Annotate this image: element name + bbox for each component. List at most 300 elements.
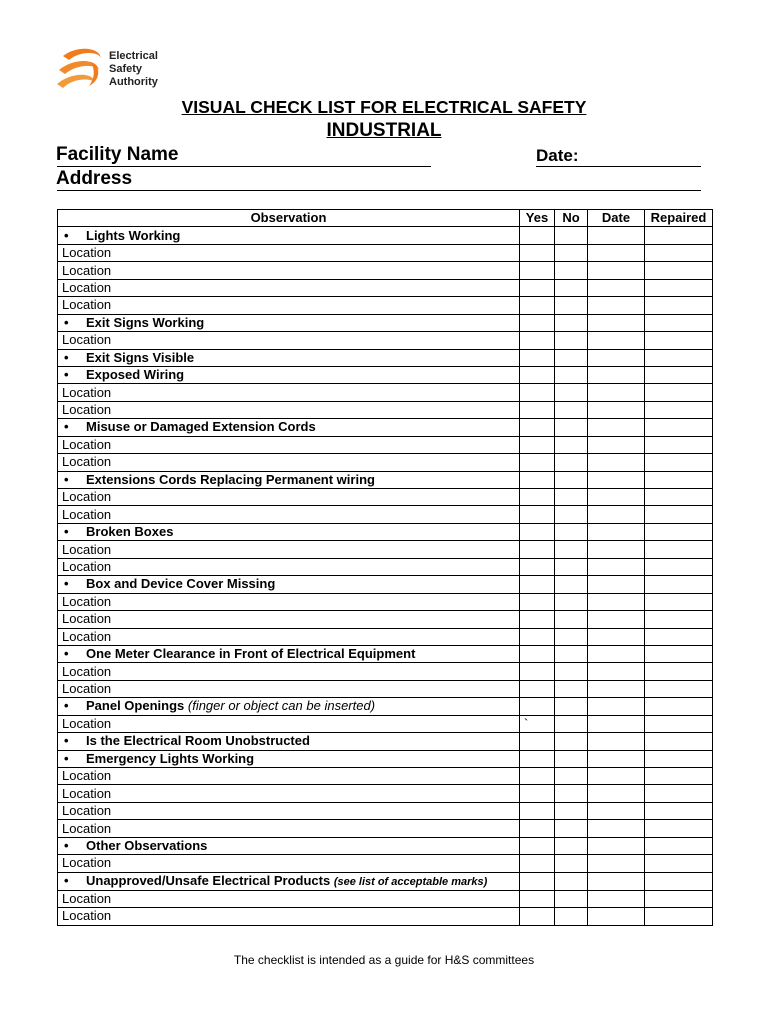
observation-heading: [58, 698, 520, 715]
row-text: Broken Boxes: [86, 524, 174, 540]
checklist-heading-row: [58, 523, 713, 540]
date-cell[interactable]: [588, 698, 645, 715]
no-cell[interactable]: [555, 680, 588, 697]
date-cell[interactable]: [588, 785, 645, 802]
row-text: Location: [62, 855, 112, 871]
yes-cell[interactable]: [520, 576, 555, 593]
repaired-cell[interactable]: [645, 471, 713, 488]
location-cell[interactable]: [58, 593, 520, 610]
yes-cell[interactable]: [520, 436, 555, 453]
location-cell[interactable]: [58, 384, 520, 401]
checklist-heading-row: [58, 645, 713, 662]
no-cell[interactable]: [555, 401, 588, 418]
location-cell[interactable]: [58, 558, 520, 575]
repaired-cell[interactable]: [645, 837, 713, 854]
yes-cell[interactable]: [520, 471, 555, 488]
table-row: [58, 802, 713, 819]
repaired-cell[interactable]: [645, 680, 713, 697]
repaired-cell[interactable]: [645, 419, 713, 436]
no-cell[interactable]: [555, 506, 588, 523]
date-cell[interactable]: [588, 262, 645, 279]
no-cell[interactable]: [555, 820, 588, 837]
row-text: Location: [62, 489, 112, 505]
repaired-cell[interactable]: [645, 279, 713, 296]
yes-cell[interactable]: [520, 611, 555, 628]
date-cell[interactable]: [588, 314, 645, 331]
repaired-cell[interactable]: [645, 645, 713, 662]
no-cell[interactable]: [555, 663, 588, 680]
row-text: Location: [62, 908, 112, 924]
date-cell[interactable]: [588, 872, 645, 890]
repaired-cell[interactable]: [645, 750, 713, 767]
table-row: [58, 890, 713, 907]
checklist-heading-row: [58, 698, 713, 715]
no-cell[interactable]: [555, 332, 588, 349]
no-cell[interactable]: [555, 314, 588, 331]
yes-cell[interactable]: [520, 523, 555, 540]
no-cell[interactable]: [555, 384, 588, 401]
repaired-cell[interactable]: [645, 436, 713, 453]
bullet-icon: •: [64, 872, 69, 888]
date-cell[interactable]: [588, 227, 645, 244]
yes-cell[interactable]: [520, 820, 555, 837]
location-cell[interactable]: [58, 262, 520, 279]
checklist-heading-row: [58, 314, 713, 331]
date-cell[interactable]: [588, 244, 645, 261]
table-body: [58, 227, 713, 925]
row-text: Emergency Lights Working: [86, 750, 255, 766]
repaired-cell[interactable]: [645, 611, 713, 628]
bullet-icon: •: [64, 576, 69, 592]
repaired-cell[interactable]: [645, 855, 713, 872]
row-note: (see list of acceptable marks): [333, 875, 488, 888]
yes-cell[interactable]: [520, 244, 555, 261]
no-cell[interactable]: [555, 733, 588, 750]
date-cell[interactable]: [588, 297, 645, 314]
row-text: Exposed Wiring: [86, 367, 185, 383]
no-cell[interactable]: [555, 244, 588, 261]
repaired-cell[interactable]: [645, 663, 713, 680]
no-cell[interactable]: [555, 698, 588, 715]
bullet-icon: •: [64, 227, 69, 243]
date-cell[interactable]: [588, 279, 645, 296]
row-text: Location: [62, 402, 112, 418]
date-cell[interactable]: [588, 890, 645, 907]
location-cell[interactable]: [58, 401, 520, 418]
date-cell[interactable]: [588, 802, 645, 819]
no-cell[interactable]: [555, 768, 588, 785]
row-text: Exit Signs Working: [86, 314, 205, 330]
no-cell[interactable]: [555, 802, 588, 819]
no-cell[interactable]: [555, 628, 588, 645]
date-cell[interactable]: [588, 401, 645, 418]
no-cell[interactable]: [555, 297, 588, 314]
date-cell[interactable]: [588, 419, 645, 436]
checklist-heading-row: [58, 471, 713, 488]
repaired-cell[interactable]: [645, 715, 713, 732]
date-cell[interactable]: [588, 663, 645, 680]
row-text: Location: [62, 558, 112, 574]
table-row: [58, 297, 713, 314]
yes-cell[interactable]: [520, 384, 555, 401]
table-row: [58, 541, 713, 558]
checklist-heading-row: [58, 349, 713, 366]
repaired-cell[interactable]: [645, 297, 713, 314]
table-row: [58, 279, 713, 296]
facility-name-line[interactable]: [57, 166, 431, 167]
yes-cell[interactable]: [520, 262, 555, 279]
table-row: [58, 454, 713, 471]
yes-cell[interactable]: [520, 227, 555, 244]
yes-cell[interactable]: [520, 750, 555, 767]
location-cell[interactable]: [58, 680, 520, 697]
no-cell[interactable]: [555, 785, 588, 802]
address-line[interactable]: [57, 190, 701, 191]
observation-heading: [58, 419, 520, 436]
col-no: No: [555, 210, 588, 227]
yes-cell[interactable]: [520, 802, 555, 819]
document-title: VISUAL CHECK LIST FOR ELECTRICAL SAFETY: [181, 97, 587, 117]
col-date: Date: [588, 210, 645, 227]
observation-heading: [58, 471, 520, 488]
date-cell[interactable]: [588, 436, 645, 453]
yes-cell[interactable]: [520, 890, 555, 907]
bullet-icon: •: [64, 837, 69, 853]
checklist-table: [57, 209, 713, 926]
location-cell[interactable]: [58, 802, 520, 819]
date-cell[interactable]: [588, 349, 645, 366]
table-row: [58, 820, 713, 837]
table-row: [58, 558, 713, 575]
yes-cell[interactable]: [520, 401, 555, 418]
date-cell[interactable]: [588, 366, 645, 383]
location-cell[interactable]: [58, 297, 520, 314]
location-cell[interactable]: [58, 768, 520, 785]
yes-cell[interactable]: `: [520, 715, 555, 732]
row-text: Other Observations: [86, 837, 208, 853]
repaired-cell[interactable]: [645, 593, 713, 610]
date-cell[interactable]: [588, 558, 645, 575]
document-subtitle: INDUSTRIAL: [326, 120, 442, 141]
repaired-cell[interactable]: [645, 890, 713, 907]
row-text: Location: [62, 454, 112, 470]
yes-cell[interactable]: [520, 908, 555, 925]
yes-cell[interactable]: [520, 558, 555, 575]
yes-cell[interactable]: [520, 837, 555, 854]
esa-logo: [55, 44, 175, 100]
repaired-cell[interactable]: [645, 541, 713, 558]
row-text: Location: [62, 279, 112, 295]
table-row: [58, 489, 713, 506]
no-cell[interactable]: [555, 471, 588, 488]
repaired-cell[interactable]: [645, 401, 713, 418]
row-text: Box and Device Cover Missing: [86, 576, 276, 592]
location-cell[interactable]: [58, 506, 520, 523]
row-text: Location: [62, 506, 112, 522]
row-text: Location: [62, 820, 112, 836]
no-cell[interactable]: [555, 750, 588, 767]
repaired-cell[interactable]: [645, 698, 713, 715]
repaired-cell[interactable]: [645, 314, 713, 331]
yes-cell[interactable]: [520, 855, 555, 872]
no-cell[interactable]: [555, 436, 588, 453]
table-row: [58, 768, 713, 785]
bullet-icon: •: [64, 698, 69, 714]
location-cell[interactable]: [58, 908, 520, 925]
checklist-heading-row: [58, 576, 713, 593]
yes-cell[interactable]: [520, 785, 555, 802]
repaired-cell[interactable]: [645, 349, 713, 366]
row-text: Unapproved/Unsafe Electrical Products: [86, 872, 331, 888]
yes-cell[interactable]: [520, 663, 555, 680]
table-row: [58, 384, 713, 401]
location-cell[interactable]: [58, 279, 520, 296]
logo-line: Safety: [109, 63, 143, 75]
location-cell[interactable]: [58, 611, 520, 628]
row-text: Location: [62, 332, 112, 348]
location-cell[interactable]: [58, 332, 520, 349]
observation-heading: [58, 366, 520, 383]
location-cell[interactable]: [58, 436, 520, 453]
repaired-cell[interactable]: [645, 366, 713, 383]
no-cell[interactable]: [555, 279, 588, 296]
yes-cell[interactable]: [520, 506, 555, 523]
date-line[interactable]: [536, 166, 701, 167]
repaired-cell[interactable]: [645, 733, 713, 750]
date-cell[interactable]: [588, 454, 645, 471]
location-cell[interactable]: [58, 785, 520, 802]
date-cell[interactable]: [588, 541, 645, 558]
row-text: Is the Electrical Room Unobstructed: [86, 733, 310, 749]
no-cell[interactable]: [555, 715, 588, 732]
table-header-row: [58, 210, 713, 227]
observation-heading: [58, 837, 520, 854]
repaired-cell[interactable]: [645, 262, 713, 279]
date-cell[interactable]: [588, 908, 645, 925]
logo-line: Electrical: [109, 50, 158, 62]
date-cell[interactable]: [588, 820, 645, 837]
no-cell[interactable]: [555, 419, 588, 436]
no-cell[interactable]: [555, 593, 588, 610]
footer-note: The checklist is intended as a guide for H&S committees: [233, 953, 535, 967]
checklist-heading-row: [58, 419, 713, 436]
checklist-heading-row: [58, 837, 713, 854]
checklist-heading-row: [58, 227, 713, 244]
yes-cell[interactable]: [520, 645, 555, 662]
repaired-cell[interactable]: [645, 558, 713, 575]
date-cell[interactable]: [588, 506, 645, 523]
table-row: [58, 611, 713, 628]
bullet-icon: •: [64, 750, 69, 766]
date-cell[interactable]: [588, 384, 645, 401]
bullet-icon: •: [64, 367, 69, 383]
no-cell[interactable]: [555, 558, 588, 575]
yes-cell[interactable]: [520, 698, 555, 715]
location-cell[interactable]: [58, 489, 520, 506]
date-cell[interactable]: [588, 471, 645, 488]
row-text: Location: [62, 803, 112, 819]
bullet-icon: •: [64, 471, 69, 487]
yes-cell[interactable]: [520, 314, 555, 331]
row-text: Location: [62, 890, 112, 906]
yes-cell[interactable]: [520, 768, 555, 785]
date-cell[interactable]: [588, 750, 645, 767]
logo-line: Authority: [109, 76, 158, 88]
col-repaired: Repaired: [645, 210, 713, 227]
row-text: Location: [62, 768, 112, 784]
date-cell[interactable]: [588, 768, 645, 785]
yes-cell[interactable]: [520, 541, 555, 558]
location-cell[interactable]: [58, 890, 520, 907]
repaired-cell[interactable]: [645, 454, 713, 471]
yes-cell[interactable]: [520, 628, 555, 645]
row-text: Location: [62, 436, 112, 452]
table-row: [58, 785, 713, 802]
location-cell[interactable]: [58, 628, 520, 645]
date-cell[interactable]: [588, 332, 645, 349]
location-cell[interactable]: [58, 454, 520, 471]
repaired-cell[interactable]: [645, 768, 713, 785]
yes-cell[interactable]: [520, 297, 555, 314]
repaired-cell[interactable]: [645, 820, 713, 837]
no-cell[interactable]: [555, 227, 588, 244]
no-cell[interactable]: [555, 489, 588, 506]
yes-cell[interactable]: [520, 419, 555, 436]
yes-cell[interactable]: [520, 489, 555, 506]
date-cell[interactable]: [588, 489, 645, 506]
no-cell[interactable]: [555, 611, 588, 628]
table-row: [58, 506, 713, 523]
date-cell[interactable]: [588, 855, 645, 872]
no-cell[interactable]: [555, 454, 588, 471]
no-cell[interactable]: [555, 645, 588, 662]
observation-heading: [58, 314, 520, 331]
row-text: Misuse or Damaged Extension Cords: [86, 419, 316, 435]
no-cell[interactable]: [555, 523, 588, 540]
location-cell[interactable]: [58, 715, 520, 732]
date-cell[interactable]: [588, 628, 645, 645]
yes-cell[interactable]: [520, 733, 555, 750]
no-cell[interactable]: [555, 908, 588, 925]
row-text: Location: [62, 628, 112, 644]
bullet-icon: •: [64, 419, 69, 435]
repaired-cell[interactable]: [645, 628, 713, 645]
repaired-cell[interactable]: [645, 872, 713, 890]
date-cell[interactable]: [588, 593, 645, 610]
repaired-cell[interactable]: [645, 576, 713, 593]
row-text: Location: [62, 663, 112, 679]
no-cell[interactable]: [555, 541, 588, 558]
row-text: Location: [62, 245, 112, 261]
col-yes: Yes: [520, 210, 555, 227]
yes-cell[interactable]: [520, 279, 555, 296]
location-cell[interactable]: [58, 855, 520, 872]
row-text: Location: [62, 593, 112, 609]
repaired-cell[interactable]: [645, 489, 713, 506]
col-observation: Observation: [58, 210, 520, 227]
date-cell[interactable]: [588, 611, 645, 628]
observation-heading: [58, 733, 520, 750]
checklist-heading-row: [58, 750, 713, 767]
checklist-heading-row: [58, 733, 713, 750]
bullet-icon: •: [64, 314, 69, 330]
observation-heading: [58, 576, 520, 593]
yes-cell[interactable]: [520, 454, 555, 471]
location-cell[interactable]: [58, 541, 520, 558]
repaired-cell[interactable]: [645, 506, 713, 523]
row-text: Location: [62, 384, 112, 400]
date-cell[interactable]: [588, 576, 645, 593]
date-cell[interactable]: [588, 645, 645, 662]
repaired-cell[interactable]: [645, 332, 713, 349]
checklist-heading-row: [58, 872, 713, 890]
no-cell[interactable]: [555, 262, 588, 279]
observation-heading: [58, 227, 520, 244]
row-text: Lights Working: [86, 227, 181, 243]
row-text: Location: [62, 611, 112, 627]
table-row: [58, 244, 713, 261]
location-cell[interactable]: [58, 663, 520, 680]
bullet-icon: •: [64, 733, 69, 749]
date-cell[interactable]: [588, 837, 645, 854]
observation-heading: [58, 523, 520, 540]
checklist-heading-row: [58, 366, 713, 383]
row-text: Location: [62, 681, 112, 697]
date-label: Date:: [536, 146, 579, 165]
yes-cell[interactable]: [520, 332, 555, 349]
repaired-cell[interactable]: [645, 384, 713, 401]
facility-name-label: Facility Name: [56, 144, 179, 165]
row-text: Panel Openings: [86, 698, 185, 714]
table-row: [58, 436, 713, 453]
no-cell[interactable]: [555, 576, 588, 593]
yes-cell[interactable]: [520, 872, 555, 890]
bullet-icon: •: [64, 646, 69, 662]
table-row: [58, 332, 713, 349]
yes-cell[interactable]: [520, 680, 555, 697]
no-cell[interactable]: [555, 872, 588, 890]
address-label: Address: [56, 168, 133, 189]
table-row: [58, 628, 713, 645]
date-cell[interactable]: [588, 715, 645, 732]
repaired-cell[interactable]: [645, 244, 713, 261]
no-cell[interactable]: [555, 855, 588, 872]
table-row: [58, 715, 713, 732]
location-cell[interactable]: [58, 244, 520, 261]
date-cell[interactable]: [588, 680, 645, 697]
repaired-cell[interactable]: [645, 908, 713, 925]
no-cell[interactable]: [555, 837, 588, 854]
yes-cell[interactable]: [520, 366, 555, 383]
no-cell[interactable]: [555, 366, 588, 383]
bullet-icon: •: [64, 524, 69, 540]
repaired-cell[interactable]: [645, 802, 713, 819]
repaired-cell[interactable]: [645, 523, 713, 540]
location-cell[interactable]: [58, 820, 520, 837]
no-cell[interactable]: [555, 349, 588, 366]
date-cell[interactable]: [588, 733, 645, 750]
row-text: Location: [62, 715, 112, 731]
repaired-cell[interactable]: [645, 785, 713, 802]
repaired-cell[interactable]: [645, 227, 713, 244]
yes-cell[interactable]: [520, 593, 555, 610]
observation-heading: [58, 750, 520, 767]
table-row: [58, 908, 713, 925]
no-cell[interactable]: [555, 890, 588, 907]
yes-cell[interactable]: [520, 349, 555, 366]
observation-heading: [58, 872, 520, 890]
date-cell[interactable]: [588, 523, 645, 540]
